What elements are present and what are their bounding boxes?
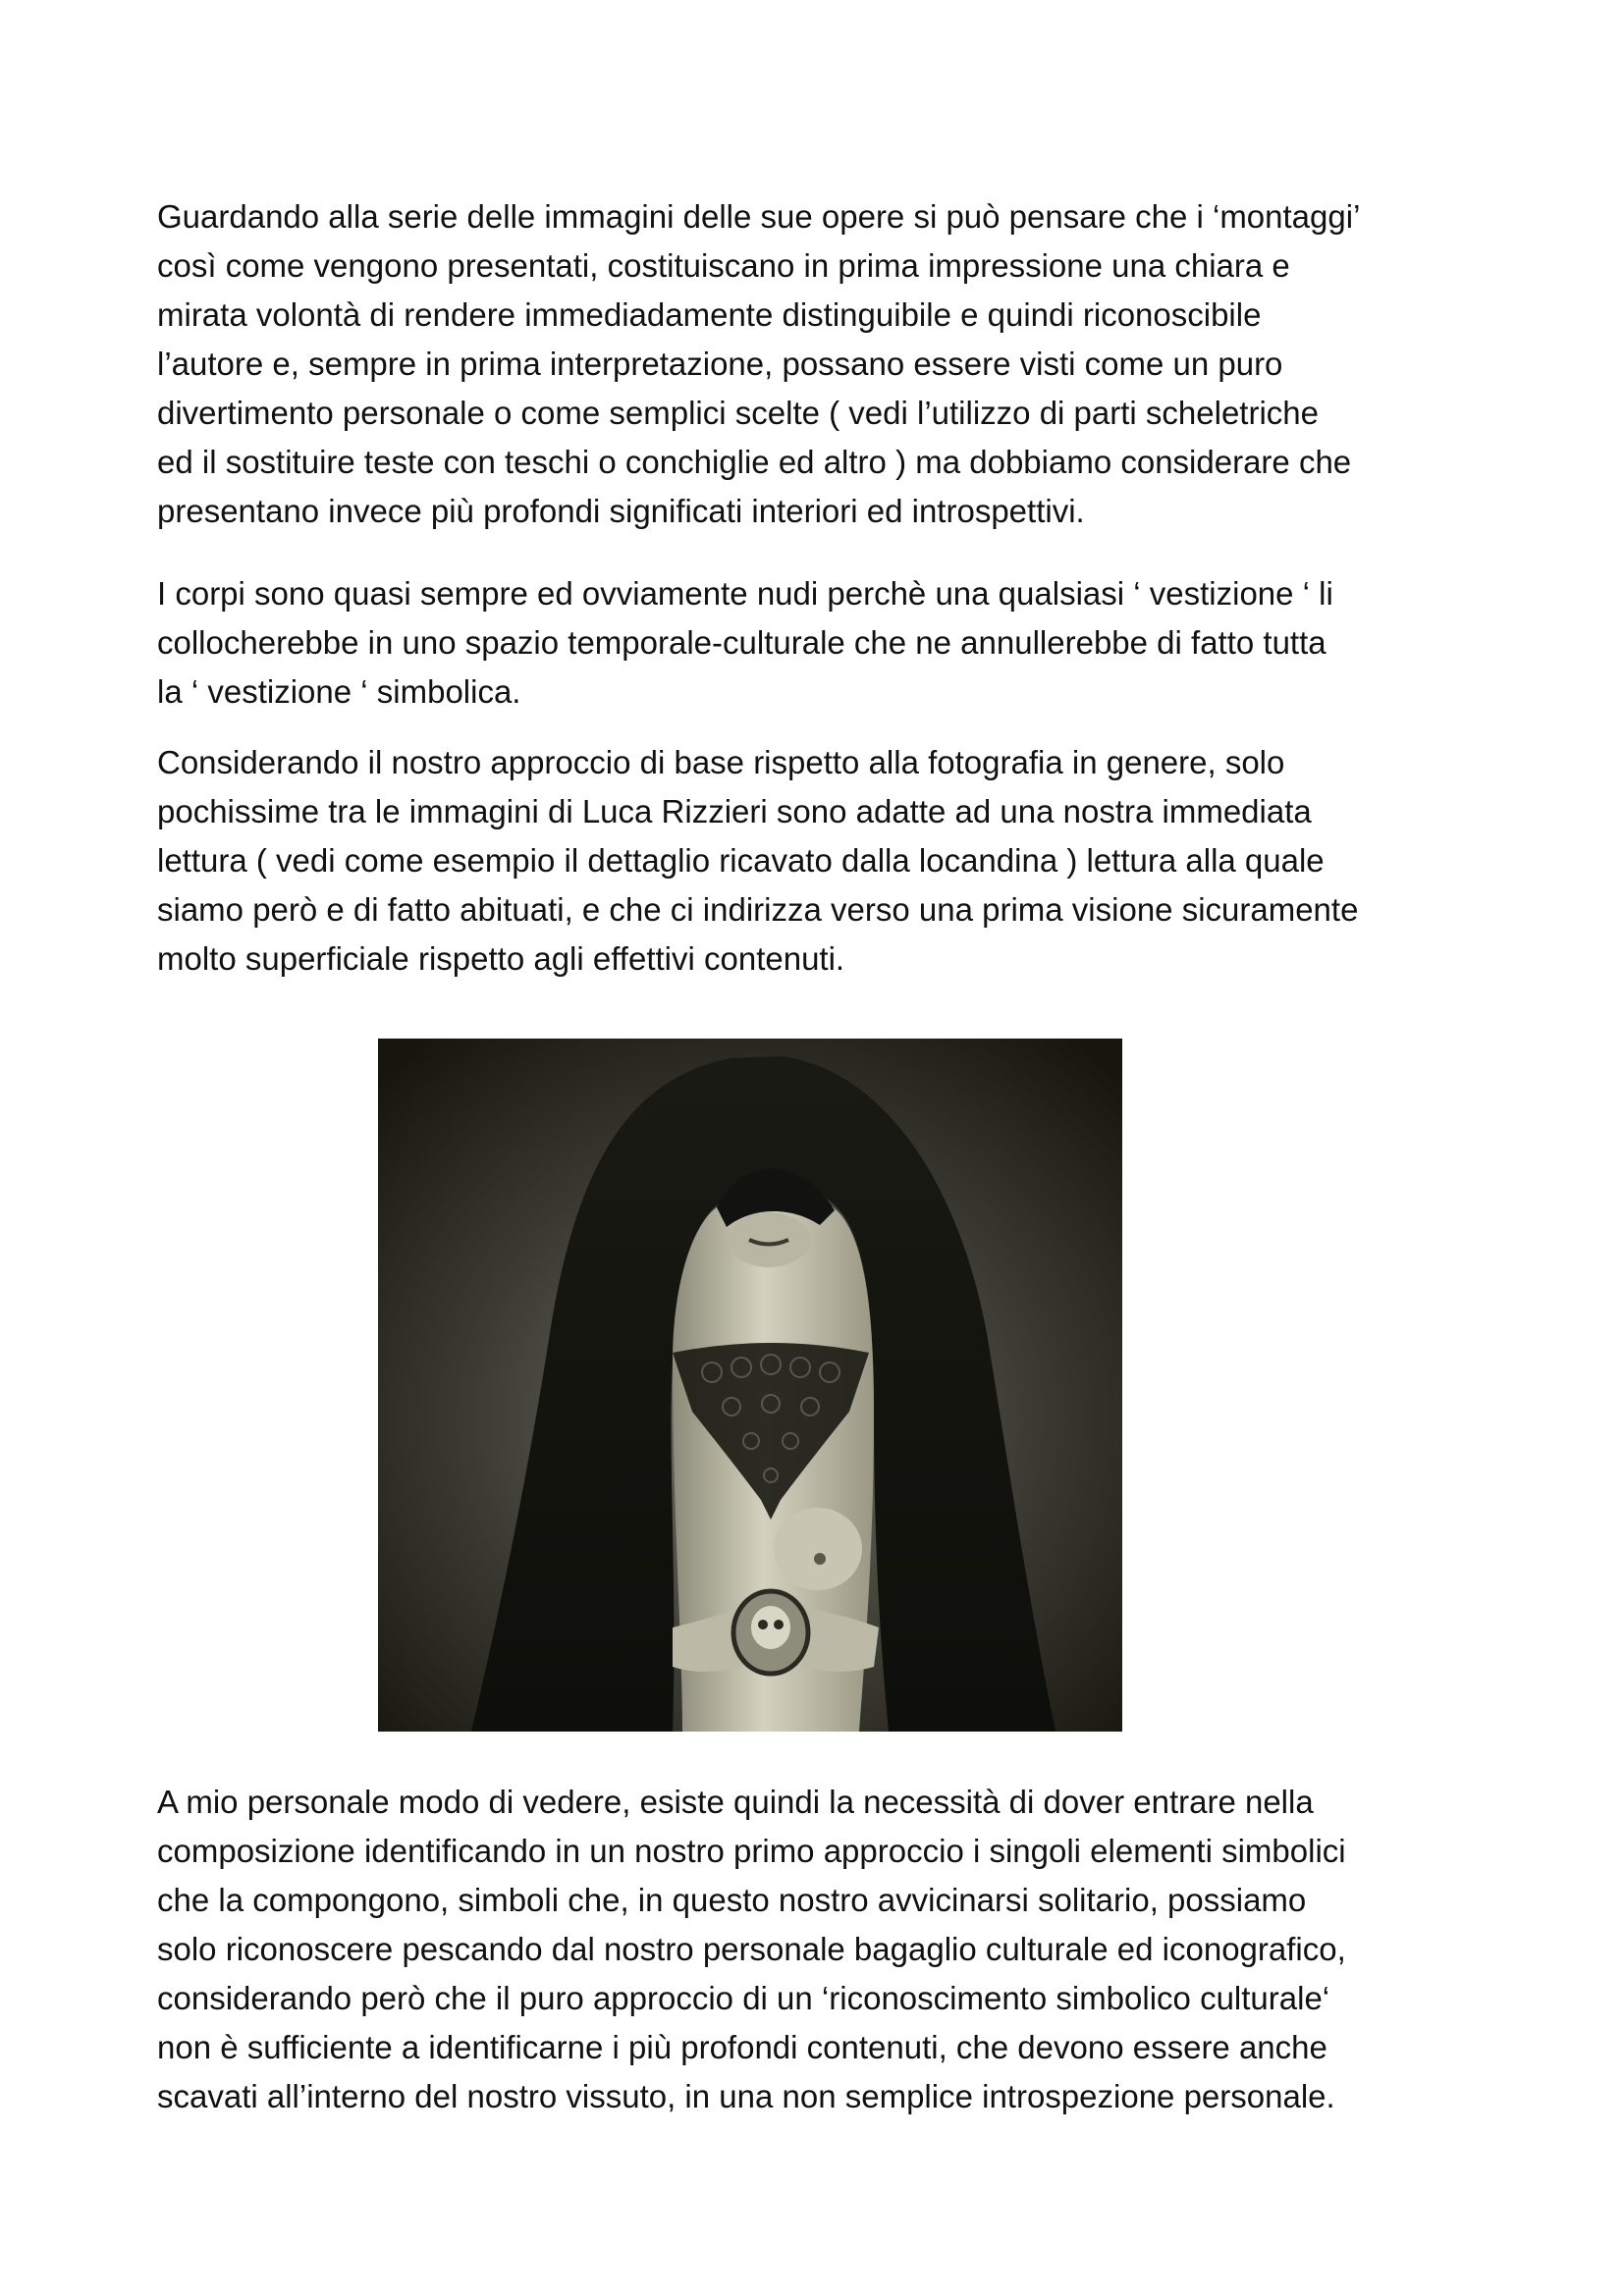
veiled-figure-image: [378, 1039, 1122, 1732]
text-line: Guardando alla serie delle immagini delle sue opere si può pensare che i ‘montaggi’: [157, 198, 1361, 235]
text-line: ed il sostituire teste con teschi o conchiglie ed altro ) ma dobbiamo considerare che: [157, 444, 1352, 480]
text-line: che la compongono, simboli che, in questo nostro avvicinarsi solitario, possiamo: [157, 1882, 1307, 1918]
text-line: divertimento personale o come semplici scelte ( vedi l’utilizzo di parti scheletriche: [157, 395, 1320, 431]
text-line: pochissime tra le immagini di Luca Rizzieri sono adatte ad una nostra immediata: [157, 793, 1312, 829]
paragraph-3: [157, 738, 1473, 984]
text-line: mirata volontà di rendere immediadamente distinguibile e quindi riconoscibile: [157, 296, 1262, 333]
text-line: scavati all’interno del nostro vissuto, in una non semplice introspezione personale.: [157, 2078, 1335, 2114]
text-line: la ‘ vestizione ‘ simbolica.: [157, 673, 521, 710]
text-line: composizione identificando in un nostro primo approccio i singoli elementi simbolici: [157, 1833, 1346, 1869]
figure-nipple: [814, 1553, 826, 1565]
text-line: considerando però che il puro approccio di un ‘riconoscimento simbolico culturale‘: [157, 1980, 1330, 2016]
text-line: siamo però e di fatto abituati, e che ci indirizza verso una prima visione sicuramente: [157, 891, 1359, 928]
text-line: A mio personale modo di vedere, esiste quindi la necessità di dover entrare nella: [157, 1784, 1314, 1820]
text-line: presentano invece più profondi significati interiori ed introspettivi.: [157, 493, 1085, 529]
figure-breast: [774, 1508, 862, 1590]
text-line: così come vengono presentati, costituiscano in prima impressione una chiara e: [157, 247, 1290, 284]
artwork-photograph: [378, 1039, 1122, 1732]
text-line: I corpi sono quasi sempre ed ovviamente nudi perchè una qualsiasi ‘ vestizione ‘ li: [157, 575, 1333, 612]
paragraph-4: [157, 1778, 1473, 2121]
paragraph-2: [157, 569, 1473, 717]
text-line: Considerando il nostro approccio di base rispetto alla fotografia in genere, solo: [157, 744, 1285, 780]
text-line: non è sufficiente a identificarne i più profondi contenuti, che devono essere anche: [157, 2029, 1327, 2065]
paragraph-1: [157, 192, 1473, 536]
text-line: molto superficiale rispetto agli effettivi contenuti.: [157, 940, 845, 977]
text-line: l’autore e, sempre in prima interpretazione, possano essere visti come un puro: [157, 346, 1283, 382]
text-line: collocherebbe in uno spazio temporale-culturale che ne annullerebbe di fatto tutta: [157, 624, 1326, 661]
text-line: lettura ( vedi come esempio il dettaglio ricavato dalla locandina ) lettura alla quale: [157, 842, 1325, 879]
text-line: solo riconoscere pescando dal nostro personale bagaglio culturale ed iconografico,: [157, 1931, 1346, 1967]
figure-face: [728, 1212, 810, 1267]
skull-icon: [751, 1606, 790, 1649]
